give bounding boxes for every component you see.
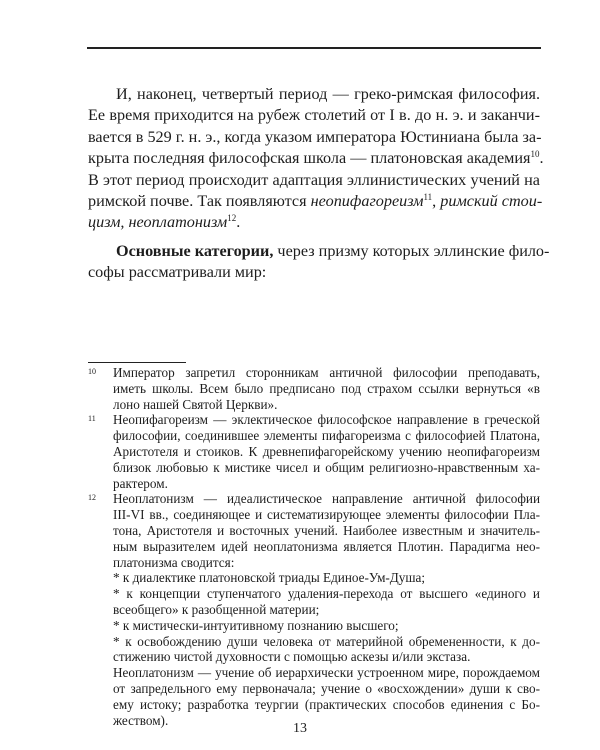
footnote-12 xyxy=(88,491,540,728)
footnote-line: * к диалектике платоновской триады Единое-Ум-Душа; xyxy=(113,570,426,586)
footnote-number: 12 xyxy=(88,493,96,503)
text-line xyxy=(88,212,540,233)
footnote-reference: 10 xyxy=(530,149,540,160)
text-segment: через призму которых эллинские фило- xyxy=(273,242,550,260)
text-segment: В этот период происходит адаптация эллинистических учений на xyxy=(88,170,540,189)
text-segment: вается в 529 г. н. э., когда указом императора Юстиниана была за- xyxy=(88,127,542,146)
header-rule xyxy=(87,47,541,49)
footnote-10 xyxy=(88,365,540,412)
paragraph-main-categories xyxy=(88,241,550,284)
text-segment: И, наконец, четвертый период — греко-римская философия. xyxy=(116,85,540,103)
footnote-line: лоно нашей Святой Церкви». xyxy=(113,396,278,412)
footnote-number: 11 xyxy=(88,414,96,424)
footnote-separator xyxy=(88,362,186,363)
text-segment: . xyxy=(539,149,544,168)
text-segment: Ее время приходится на рубеж столетий от I в. до н. э. и заканчи- xyxy=(88,106,540,125)
page-number: 13 xyxy=(293,721,307,736)
footnote-line: Император запретил сторонникам античной философии преподавать, xyxy=(113,365,540,380)
footnote-line: тона, Аристотеля и восточных учений. Наиболее известным и значитель- xyxy=(113,522,540,538)
footnote-line: Неоплатонизм — учение об иерархически устроенном мире, порождаемом xyxy=(113,665,540,681)
text-line xyxy=(88,262,540,283)
text-segment: софы рассматривали мир: xyxy=(88,263,267,282)
footnote-line: III-VI вв., соединяющее и систематизирующее элементы философии Пла- xyxy=(113,507,540,523)
text-segment: , xyxy=(432,191,441,210)
footnotes xyxy=(88,365,540,728)
text-line xyxy=(88,148,544,169)
footnote-number: 10 xyxy=(88,367,96,376)
footnote-line: рактером. xyxy=(113,475,168,491)
text-segment: . xyxy=(236,213,241,232)
text-line xyxy=(88,170,540,191)
text-segment: римской почве. Так появляются xyxy=(88,191,311,210)
footnote-line: философии, соединившее элементы пифагореизма с философией Платона, xyxy=(113,428,540,444)
text-segment: Основные категории, xyxy=(116,242,274,260)
text-line xyxy=(88,105,540,126)
text-segment: крыта последняя философская школа — платоновская академия xyxy=(88,149,531,168)
footnote-line: Неоплатонизм — идеалистическое направление античной философии xyxy=(113,491,540,507)
footnote-line: иметь школы. Всем было предписано под страхом ссылки вернуться «в xyxy=(113,380,540,396)
footnote-11 xyxy=(88,412,540,491)
footnote-line: Аристотеля и стоиков. К древнепифагорейскому учению неопифагореизм xyxy=(113,443,540,459)
footnote-reference: 12 xyxy=(227,213,237,224)
footnote-line: * к мистически-интуитивному познанию высшего; xyxy=(113,617,399,633)
paragraph-greco-roman-period xyxy=(88,84,544,234)
text-line xyxy=(88,84,540,105)
footnote-line: близок любовью к мистике чисел и общим религиозно-нравственным ха- xyxy=(113,459,540,475)
footnote-line: ему истоку; разработка теургии (практических способов единения с Бо- xyxy=(113,696,540,712)
footnote-line: ным выразителем идей неоплатонизма является Плотин. Парадигма нео- xyxy=(113,538,540,554)
text-segment: цизм, неоплатонизм xyxy=(88,213,228,232)
footnote-line: стижению чистой духовности с помощью аскезы и/или экстаза. xyxy=(113,649,471,665)
text-segment: римский стои- xyxy=(440,191,543,210)
text-segment: неопифагореизм xyxy=(310,191,424,210)
text-line xyxy=(88,241,550,262)
footnote-line: всеобщего» к разобщенной материи; xyxy=(113,601,320,617)
footnote-line: платонизма сводится: xyxy=(113,554,235,570)
text-line xyxy=(88,191,543,212)
footnote-line: Неопифагореизм — эклектическое философское направление в греческой xyxy=(113,412,540,428)
footnote-line: жеством). xyxy=(113,712,169,728)
footnote-line: от запредельного ему первоначала; учение о «восхождении» души к сво- xyxy=(113,680,540,696)
text-line xyxy=(88,127,540,148)
footnote-line: * к освобождению души человека от материйной обремененности, к до- xyxy=(113,633,540,649)
footnote-line: * к концепции ступенчатого удаления-перехода от высшего «единого и xyxy=(113,586,540,602)
footnote-reference: 11 xyxy=(423,191,433,202)
